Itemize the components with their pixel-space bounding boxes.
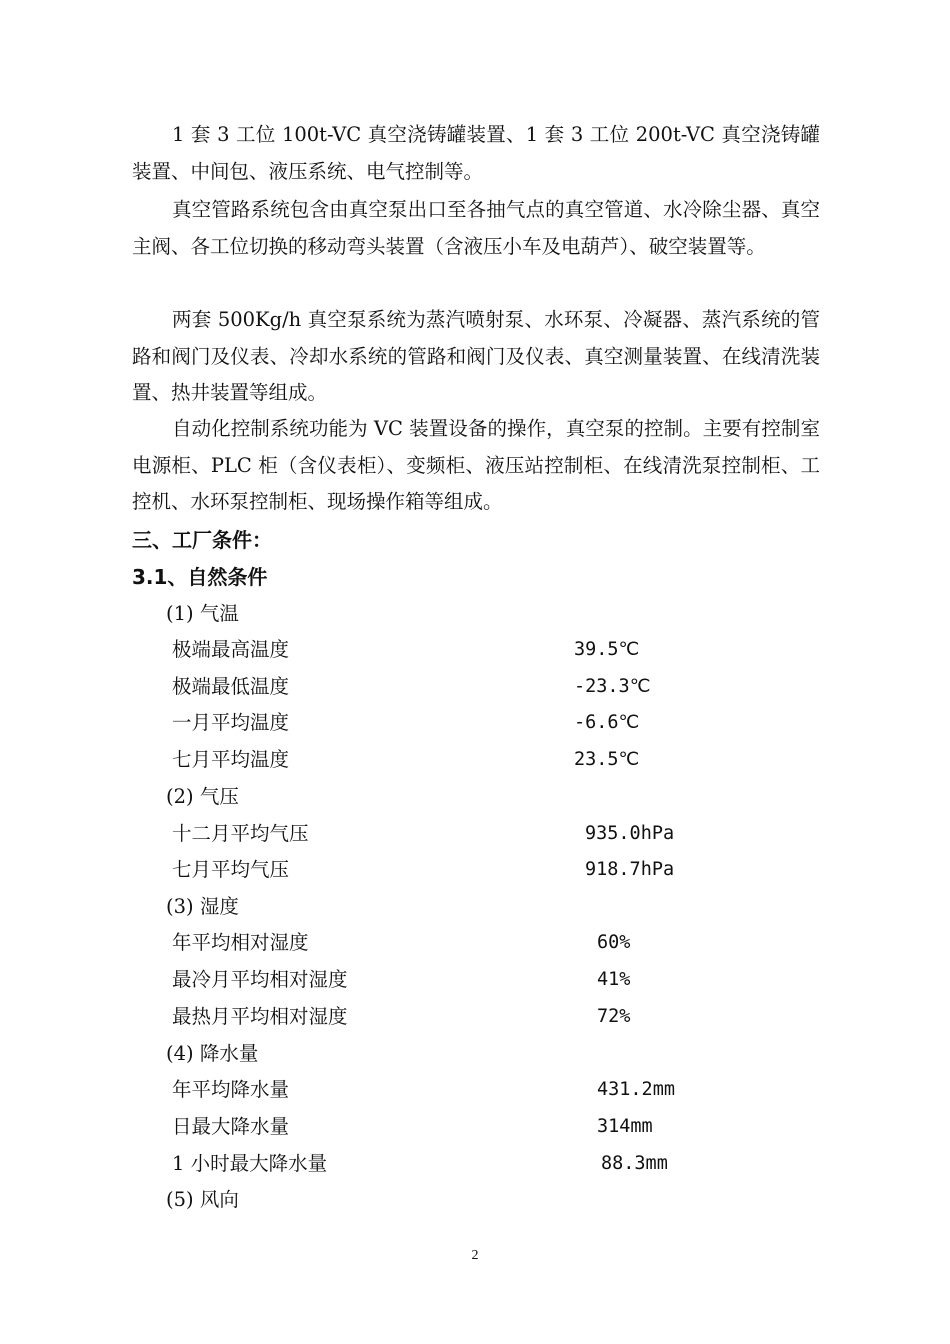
condition-value: 88.3mm xyxy=(601,1153,668,1174)
condition-row xyxy=(0,925,950,961)
page-number: 2 xyxy=(471,1248,479,1263)
condition-value: 60% xyxy=(597,932,631,953)
condition-row xyxy=(0,962,950,998)
condition-row xyxy=(0,705,950,741)
condition-value: -23.3℃ xyxy=(574,676,651,697)
condition-value: 431.2mm xyxy=(597,1079,675,1100)
condition-label: 极端最高温度 xyxy=(172,638,290,661)
category-humidity xyxy=(0,889,950,925)
category-title: (5) 风向 xyxy=(166,1188,239,1211)
paragraph-vacuum-pipeline: 真空管路系统包含由真空泵出口至各抽气点的真空管道、水冷除尘器、真空主阀、各工位切换的移动弯头装置（含液压小车及电葫芦）、破空装置等。 xyxy=(132,198,820,258)
condition-label: 年平均降水量 xyxy=(172,1078,290,1101)
condition-label: 极端最低温度 xyxy=(172,675,290,698)
condition-value: 935.0hPa xyxy=(585,823,675,844)
condition-row xyxy=(0,816,950,852)
condition-value: -6.6℃ xyxy=(574,712,640,733)
condition-row xyxy=(0,1109,950,1145)
category-precipitation xyxy=(0,1036,950,1072)
condition-row xyxy=(0,1146,950,1182)
paragraph-equipment: 1 套 3 工位 100t-VC 真空浇铸罐装置、1 套 3 工位 200t-VC 真空浇铸罐装置、中间包、液压系统、电气控制等。 xyxy=(132,123,820,183)
condition-label: 年平均相对湿度 xyxy=(172,931,309,954)
condition-row xyxy=(0,669,950,705)
condition-value: 72% xyxy=(597,1006,631,1027)
condition-value: 39.5℃ xyxy=(574,639,640,660)
condition-value: 23.5℃ xyxy=(574,749,640,770)
condition-row xyxy=(0,852,950,888)
condition-label: 1 小时最大降水量 xyxy=(172,1152,328,1175)
condition-label: 十二月平均气压 xyxy=(172,822,309,845)
condition-label: 七月平均温度 xyxy=(172,748,290,771)
condition-label: 最热月平均相对湿度 xyxy=(172,1005,348,1028)
subsection-heading: 3.1、自然条件 xyxy=(132,565,268,589)
condition-row xyxy=(0,1072,950,1108)
paragraph-vacuum-pump: 两套 500Kg/h 真空泵系统为蒸汽喷射泵、水环泵、冷凝器、蒸汽系统的管路和阀门及仪表、冷却水系统的管路和阀门及仪表、真空测量装置、在线清洗装置、热井装置等组成。 xyxy=(132,308,820,405)
category-pressure xyxy=(0,779,950,815)
condition-value: 918.7hPa xyxy=(585,859,675,880)
condition-row xyxy=(0,632,950,668)
condition-row xyxy=(0,742,950,778)
category-title: (2) 气压 xyxy=(166,785,239,808)
category-wind xyxy=(0,1182,950,1218)
condition-label: 七月平均气压 xyxy=(172,858,290,881)
category-title: (3) 湿度 xyxy=(166,895,239,918)
condition-value: 314mm xyxy=(597,1116,653,1137)
category-title: (1) 气温 xyxy=(166,602,239,625)
paragraph-automation: 自动化控制系统功能为 VC 装置设备的操作，真空泵的控制。主要有控制室电源柜、PLC 柜（含仪表柜）、变频柜、液压站控制柜、在线清洗泵控制柜、工控机、水环泵控制柜、现场操作箱等组成。 xyxy=(132,417,820,514)
condition-row xyxy=(0,999,950,1035)
condition-label: 日最大降水量 xyxy=(172,1115,290,1138)
condition-label: 一月平均温度 xyxy=(172,711,290,734)
condition-label: 最冷月平均相对湿度 xyxy=(172,968,348,991)
category-title: (4) 降水量 xyxy=(166,1042,259,1065)
category-temperature xyxy=(0,596,950,632)
section-heading: 三、工厂条件： xyxy=(132,528,272,552)
condition-value: 41% xyxy=(597,969,631,990)
